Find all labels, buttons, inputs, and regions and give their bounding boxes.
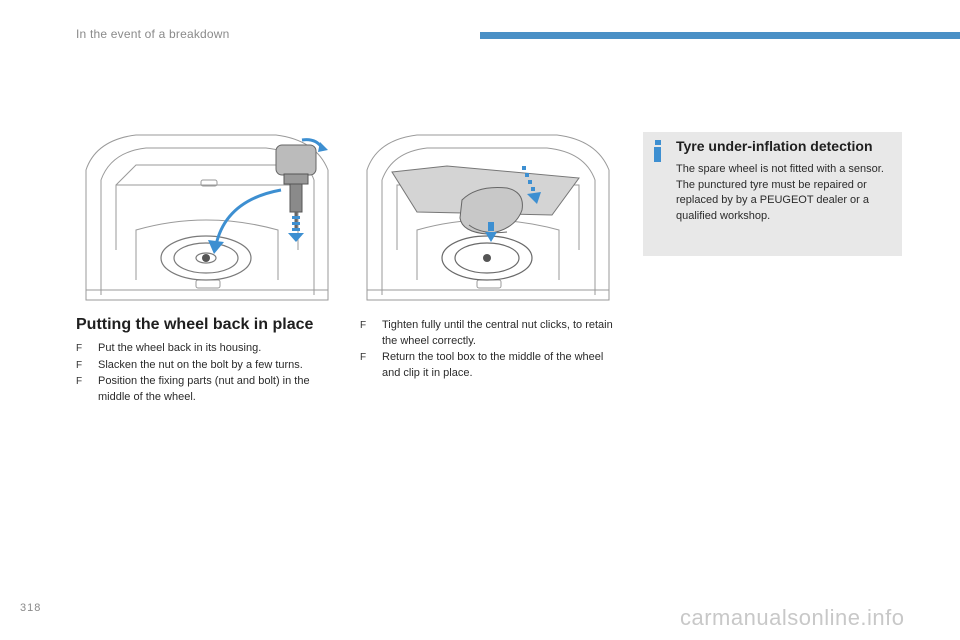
steps-list-left bbox=[76, 341, 341, 406]
tool-box-clip-illustration bbox=[357, 130, 619, 306]
bullet-icon: F bbox=[76, 376, 83, 387]
spare-wheel-bolt-illustration bbox=[76, 130, 338, 306]
watermark: carmanualsonline.info bbox=[680, 605, 905, 630]
section-title: Putting the wheel back in place bbox=[76, 316, 314, 333]
info-text bbox=[676, 162, 896, 224]
steps-list-right bbox=[360, 318, 615, 382]
bullet-icon: F bbox=[360, 320, 367, 331]
info-box bbox=[643, 132, 902, 256]
header-accent-bar bbox=[480, 32, 960, 39]
info-paragraph: The spare wheel is not fitted with a sensor. bbox=[676, 163, 884, 175]
info-paragraph: The punctured tyre must be repaired or replaced by by a PEUGEOT dealer or a qualified workshop. bbox=[676, 178, 870, 222]
list-item: F Return the tool box to the middle of the wheel and clip it in place. bbox=[360, 351, 604, 379]
info-icon bbox=[653, 140, 663, 162]
list-item: F Slacken the nut on the bolt by a few turns. bbox=[76, 358, 341, 374]
info-title: Tyre under-inflation detection bbox=[676, 138, 873, 154]
page-number: 318 bbox=[20, 602, 42, 614]
page-header-title: In the event of a breakdown bbox=[76, 27, 230, 41]
bullet-icon: F bbox=[76, 343, 83, 354]
list-item: F Tighten fully until the central nut clicks, to retain the wheel correctly. bbox=[360, 319, 613, 347]
bullet-icon: F bbox=[76, 359, 83, 371]
list-item: F Position the fixing parts (nut and bolt) in the middle of the wheel. bbox=[76, 375, 310, 403]
bullet-icon: F bbox=[360, 352, 367, 363]
list-item: F Put the wheel back in its housing. bbox=[76, 341, 341, 357]
